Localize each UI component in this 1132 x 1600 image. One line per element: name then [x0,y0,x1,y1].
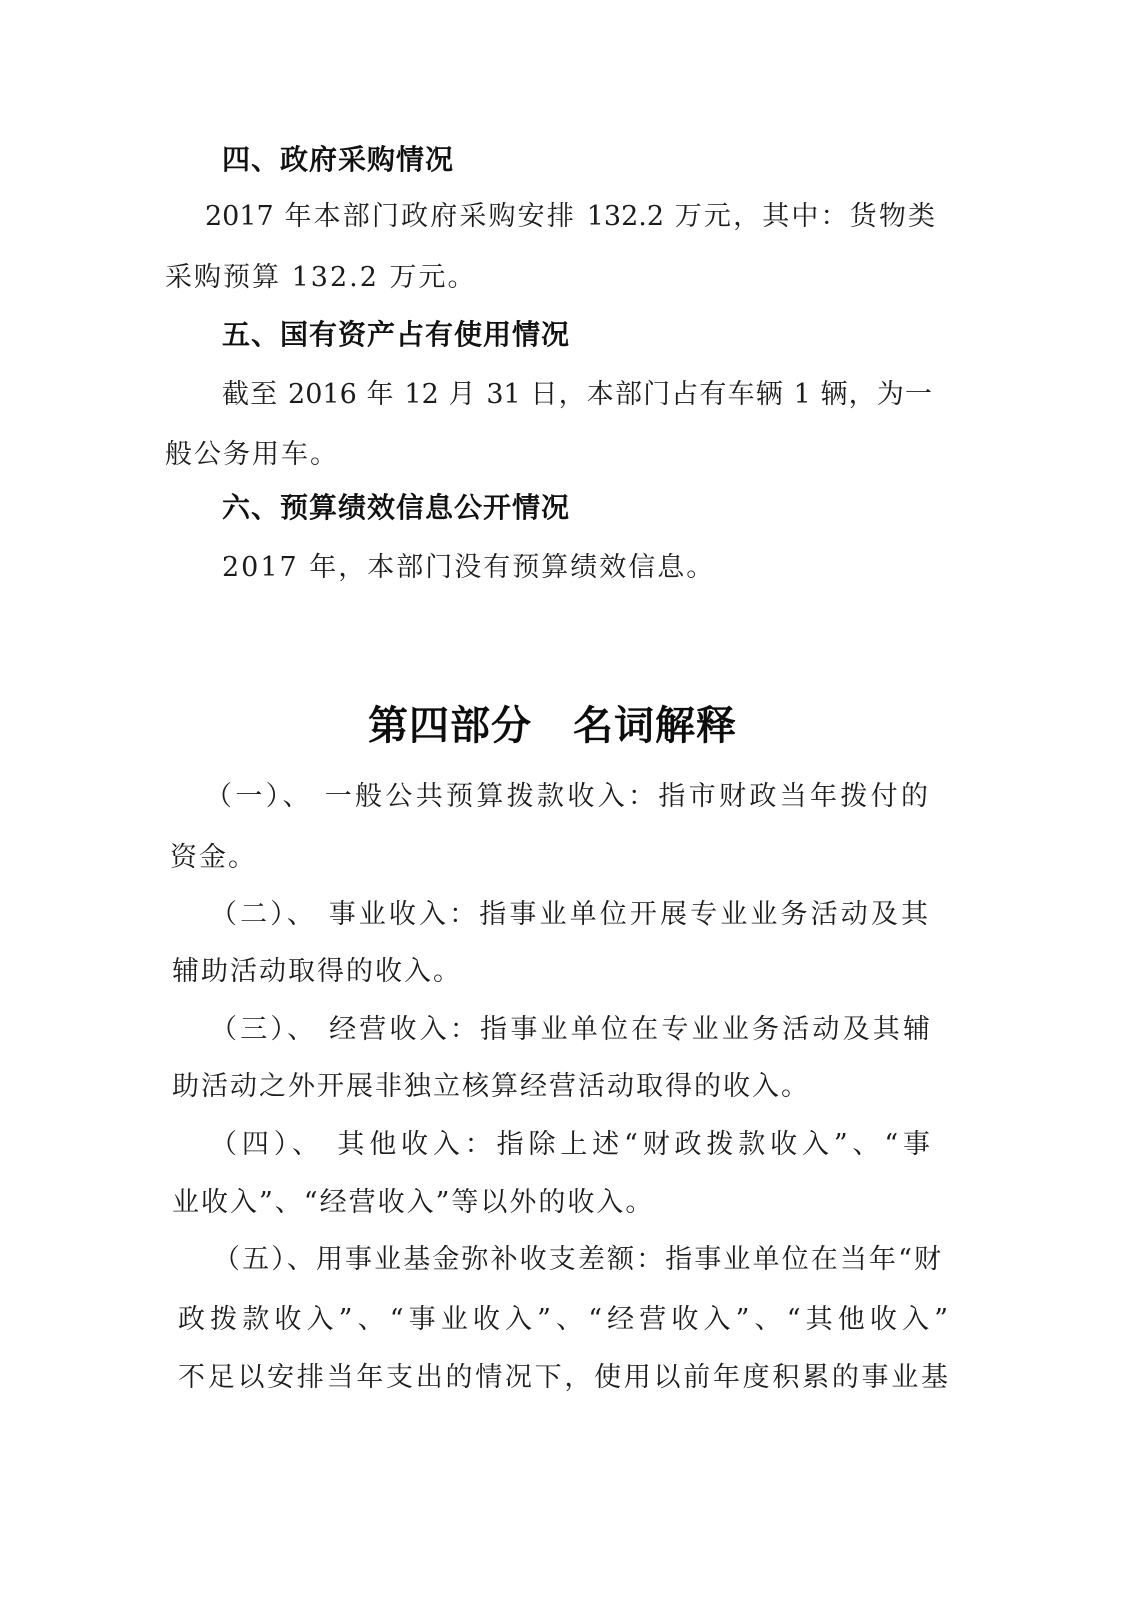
state-assets-heading: 五、国有资产占有使用情况 [222,318,571,351]
state-assets-text-line: 般公务用车。 [165,439,339,470]
procurement-text-line: 采购预算 132.2 万元。 [165,262,477,293]
procurement-heading: 四、政府采购情况 [222,143,455,176]
glossary-entry-line: （二）、 事业收入：指事业单位开展专业业务活动及其 [210,899,928,930]
glossary-entry-line: 助活动之外开展非独立核算经营活动取得的收入。 [172,1071,810,1102]
glossary-entry-line: （一）、 一般公共预算拨款收入：指市财政当年拨付的 [205,781,928,812]
glossary-entry-line: 业收入”、“经营收入”等以外的收入。 [172,1187,655,1218]
glossary-entry-line: （五）、用事业基金弥补收支差额：指事业单位在当年“财 [213,1244,941,1275]
glossary-entry-line: 资金。 [170,842,257,873]
state-assets-text-line: 截至 2016 年 12 月 31 日，本部门占有车辆 1 辆，为一 [222,379,932,410]
part-title: 第四部分 名词解释 [368,703,737,749]
glossary-entry-line: （三）、 经营收入：指事业单位在专业业务活动及其辅 [210,1014,930,1045]
glossary-entry-line: （四）、 其他收入：指除上述“财政拨款收入”、“事 [210,1129,930,1160]
glossary-entry-line: 政拨款收入”、“事业收入”、“经营收入”、“其他收入” [178,1304,948,1335]
procurement-text-line: 2017 年本部门政府采购安排 132.2 万元，其中：货物类 [205,201,935,232]
performance-heading: 六、预算绩效信息公开情况 [222,491,571,524]
glossary-entry-line: 不足以安排当年支出的情况下，使用以前年度积累的事业基 [178,1362,948,1393]
performance-text-line: 2017 年，本部门没有预算绩效信息。 [222,552,716,583]
glossary-entry-line: 辅助活动取得的收入。 [172,956,462,987]
